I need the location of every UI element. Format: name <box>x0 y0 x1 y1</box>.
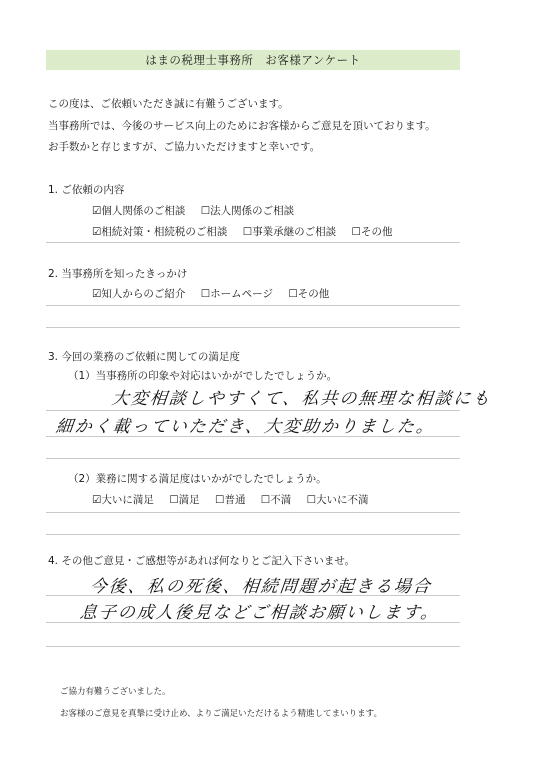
q3-sub-question-2: （2）業務に関する満足度はいかがでしたでしょうか。 <box>68 473 327 485</box>
q2-option-homepage[interactable]: ☐ホームページ <box>200 288 273 300</box>
rating-very-dissatisfied[interactable]: ☐大いに不満 <box>306 494 369 506</box>
divider-line <box>46 305 460 306</box>
q3-heading: 3. 今回の業務のご依頼に関しての満足度 <box>48 351 240 363</box>
divider-line <box>46 512 460 513</box>
divider-line <box>46 595 460 596</box>
intro-line-1: この度は、ご依頼いただき誠に有難うございます。 <box>48 98 289 110</box>
footer-thanks: ご協力有難うございました。 <box>60 687 171 697</box>
q1-option-other[interactable]: ☐その他 <box>351 226 393 238</box>
q1-option-succession[interactable]: ☐事業承継のご相談 <box>242 226 337 238</box>
handwritten-answer-line-2: 細かく載っていただき、大変助かりました。 <box>54 417 437 437</box>
divider-line <box>46 327 460 328</box>
survey-title: はまの税理士事務所 お客様アンケート <box>46 50 460 70</box>
rating-satisfied[interactable]: ☐満足 <box>169 494 200 506</box>
q4-heading: 4. その他ご意見・ご感想等があれば何なりとご記入下さいませ。 <box>48 555 356 567</box>
divider-line <box>46 410 460 411</box>
q2-option-other[interactable]: ☐その他 <box>288 288 330 300</box>
q1-options-row-2 <box>92 224 404 239</box>
divider-line <box>46 534 460 535</box>
handwritten-comment-line-1: 今後、私の死後、相続問題が起きる場合 <box>88 577 433 597</box>
q1-heading: 1. ご依頼の内容 <box>48 184 125 196</box>
handwritten-comment-line-2: 息子の成人後見などご相談お願いします。 <box>78 603 441 623</box>
q1-option-personal[interactable]: ☑個人関係のご相談 <box>92 205 186 217</box>
q1-option-inheritance[interactable]: ☑相続対策・相続税のご相談 <box>92 226 228 238</box>
q2-options-row <box>92 286 341 301</box>
q3-sub-question-1: （1）当事務所の印象や対応はいかがでしたでしょうか。 <box>68 370 338 382</box>
q1-options-row-1 <box>92 203 306 218</box>
footer-note: お客様のご意見を真摯に受け止め、よりご満足いただけるよう精進してまいります。 <box>60 709 382 719</box>
divider-line <box>46 436 460 437</box>
q2-option-referral[interactable]: ☑知人からのご紹介 <box>92 288 186 300</box>
rating-very-satisfied[interactable]: ☑大いに満足 <box>92 494 154 506</box>
divider-line <box>46 242 460 243</box>
q2-heading: 2. 当事務所を知ったきっかけ <box>48 268 188 280</box>
divider-line <box>46 458 460 459</box>
q3-rating-row <box>92 492 380 507</box>
divider-line <box>46 622 460 623</box>
handwritten-answer-line-1: 大変相談しやすくて、私共の無理な相談にも <box>110 389 493 409</box>
intro-line-3: お手数かと存じますが、ご協力いただけますと幸いです。 <box>48 141 321 153</box>
q1-option-corporate[interactable]: ☐法人関係のご相談 <box>200 205 295 217</box>
rating-neutral[interactable]: ☐普通 <box>215 494 246 506</box>
rating-dissatisfied[interactable]: ☐不満 <box>260 494 292 506</box>
intro-line-2: 当事務所では、今後のサービス向上のためにお客様からご意見を頂いております。 <box>48 120 436 132</box>
divider-line <box>46 646 460 647</box>
